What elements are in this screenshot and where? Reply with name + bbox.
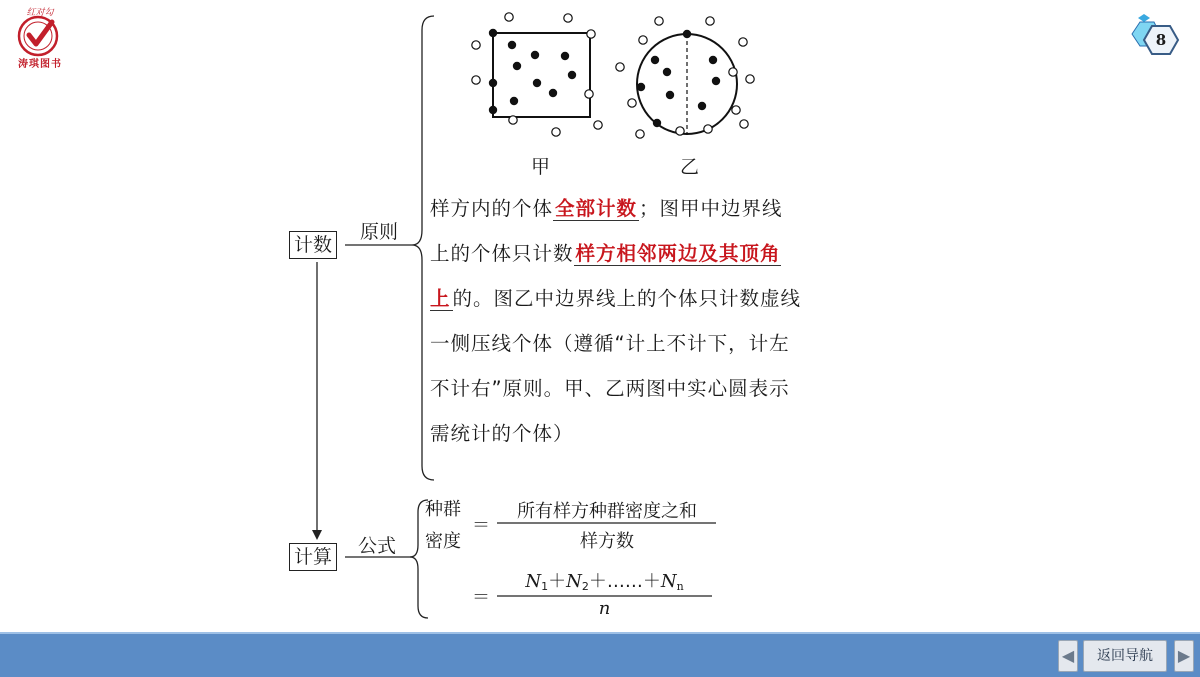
formula-numerator-1: 所有样方种群密度之和 (517, 501, 697, 522)
branch-principle-label: 原则 (360, 221, 399, 243)
logo-arc-text: 红对勾 (26, 8, 54, 18)
circle-solid-dots (637, 30, 720, 127)
node-calc: 计算 (289, 543, 337, 571)
branch-formula-label: 公式 (358, 535, 397, 557)
quadrat-diagram (460, 0, 770, 150)
formula-lhs-line2: 密度 (425, 531, 461, 552)
node-count: 计数 (289, 231, 337, 259)
formula-numerator-2: $N_1+N_2+\dots\dots+N_n$ (525, 571, 684, 593)
formula-denominator-2: n (598, 598, 611, 619)
formula-denominator-1: 样方数 (580, 531, 634, 552)
blank-answer-1: 全部计数 (555, 197, 638, 220)
next-arrow-icon: ▶ (1177, 646, 1191, 665)
logo-caption: 涛琪图书 (18, 59, 62, 70)
figure-b-label: 乙 (680, 156, 700, 178)
square-solid-dots (489, 29, 576, 114)
figure-a-label: 甲 (531, 156, 551, 178)
principle-text: 样方内的个体 全部计数 ；图甲中边界线上的个体只计数 样方相邻两边及其顶角上 的。图乙中边界线上的个体只计数虚线一侧压线个体（遵循“计上不计下，计左不计右”原则。甲、乙两图中实心圆表示需统计的个体） (430, 197, 802, 445)
return-nav-button[interactable]: 返回导航 (1083, 640, 1167, 672)
blank-answer-2: 样方相邻两边及其顶角上 (430, 242, 781, 310)
formula-equals-2: ＝ (472, 587, 490, 608)
next-page-button[interactable] (1174, 640, 1194, 672)
prev-page-button[interactable] (1058, 640, 1078, 672)
formula-equals-1: ＝ (472, 515, 490, 536)
circle-quadrat (637, 34, 737, 134)
bottom-navigation-bar (0, 632, 1200, 677)
page-number: 8 (1155, 31, 1167, 49)
formula-lhs-line1: 种群 (425, 499, 461, 520)
prev-arrow-icon: ◀ (1061, 646, 1075, 665)
page-number-badge (1126, 12, 1186, 62)
